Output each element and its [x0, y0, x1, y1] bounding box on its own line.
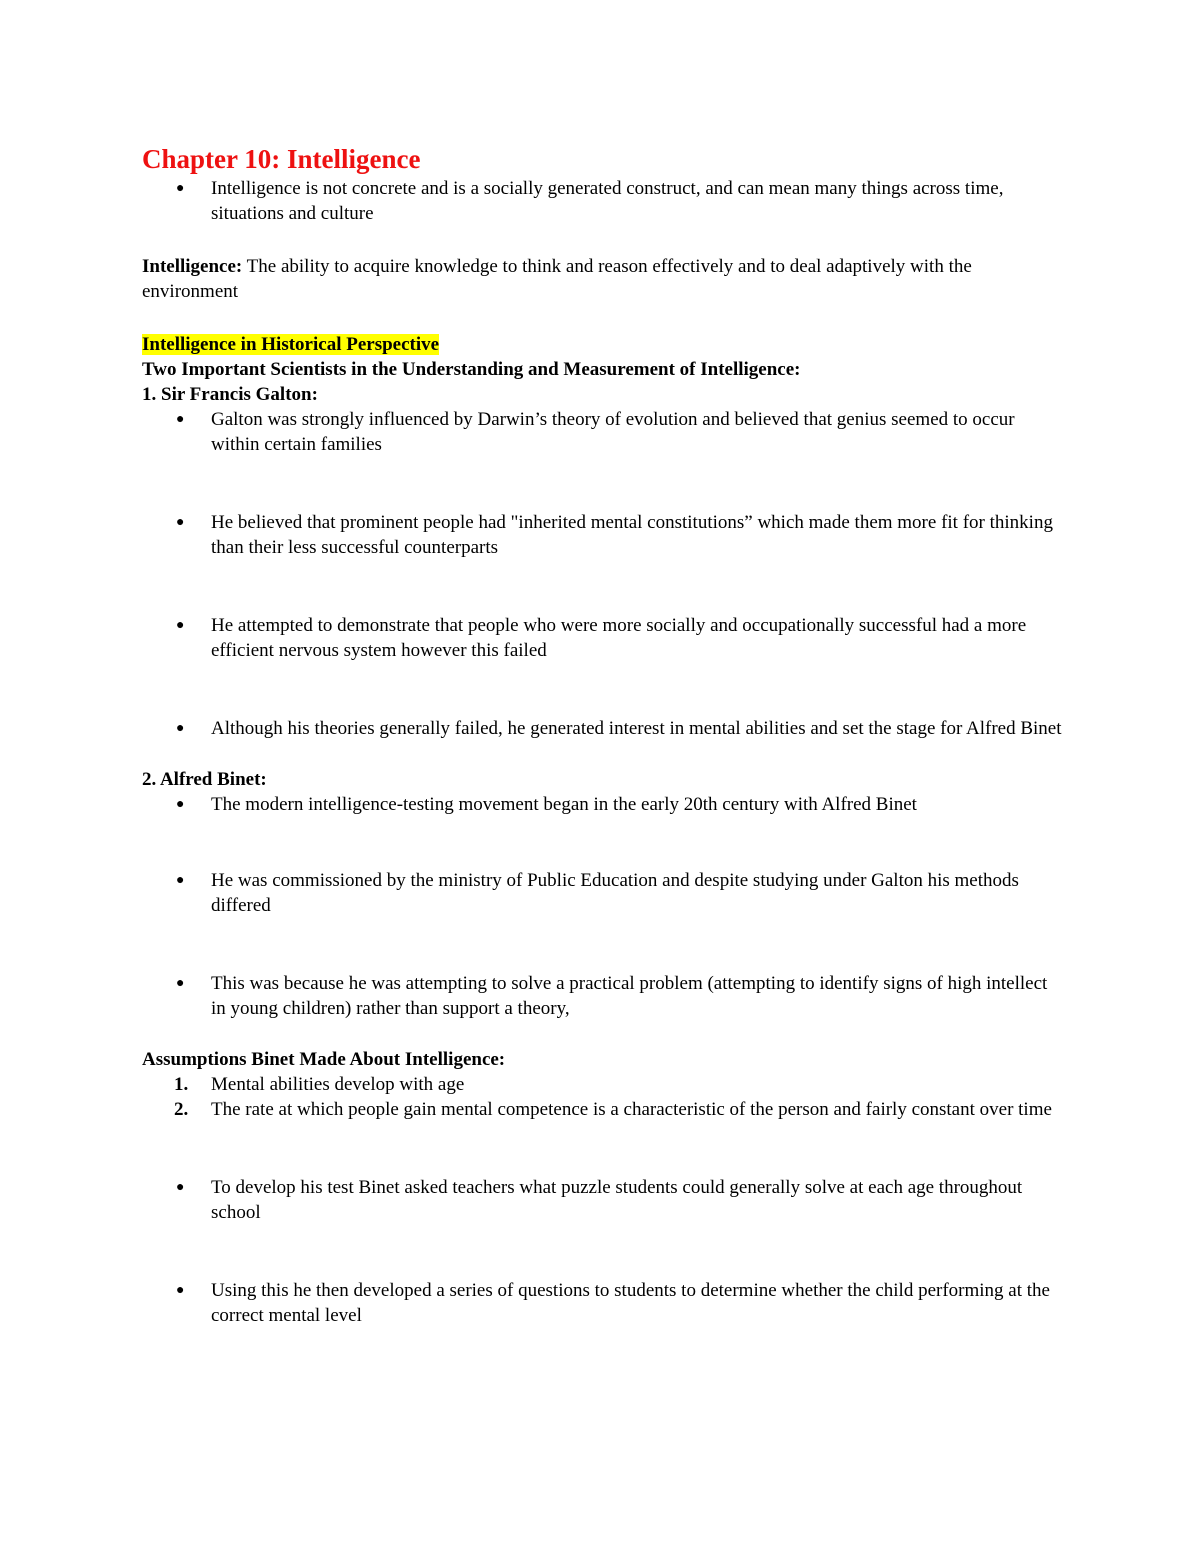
- list-item-text: He attempted to demonstrate that people who were more socially and occupationally successful had a more efficient nervous system however this failed: [211, 615, 1027, 661]
- list-item-text: This was because he was attempting to solve a practical problem (attempting to identify signs of high intellect in young children) rather than support a theory,: [211, 973, 1048, 1019]
- list-item: [142, 716, 1062, 741]
- list-item-text: Galton was strongly influenced by Darwin’s theory of evolution and believed that genius seemed to occur within certain families: [211, 409, 1015, 455]
- bullet-icon: ●: [176, 412, 185, 427]
- assumptions-bullet-list: [142, 1175, 1062, 1328]
- numbered-item-text: Mental abilities develop with age: [211, 1074, 465, 1095]
- definition-term: Intelligence:: [142, 256, 243, 277]
- definition-text: The ability to acquire knowledge to think and reason effectively and to deal adaptively with the environment: [142, 256, 972, 302]
- intro-bullet-list: [142, 176, 1062, 226]
- binet-bullet-list: [142, 792, 1062, 1021]
- bullet-icon: ●: [176, 181, 185, 196]
- assumptions-numbered-list: [142, 1072, 1062, 1122]
- assumptions-heading: Assumptions Binet Made About Intelligence:: [142, 1049, 506, 1070]
- list-item-text: He was commissioned by the ministry of Public Education and despite studying under Galton his methods differed: [211, 870, 1019, 916]
- list-item: [142, 868, 1062, 918]
- list-item-text: He believed that prominent people had "inherited mental constitutions” which made them more fit for thinking than their less successful counterparts: [211, 512, 1053, 558]
- bullet-icon: ●: [176, 873, 185, 888]
- item-number: 1.: [174, 1074, 189, 1095]
- document-content: [142, 142, 1062, 1328]
- definition-paragraph: [142, 254, 1062, 304]
- list-item: [142, 792, 1062, 817]
- bullet-icon: ●: [176, 976, 185, 991]
- list-item: [142, 971, 1062, 1021]
- list-item: [142, 613, 1062, 663]
- bullet-icon: ●: [176, 797, 185, 812]
- list-item: [142, 1175, 1062, 1225]
- list-item-text: Although his theories generally failed, he generated interest in mental abilities and set the stage for Alfred Binet: [211, 718, 1062, 739]
- galton-heading: 1. Sir Francis Galton:: [142, 384, 318, 405]
- highlighted-heading: Intelligence in Historical Perspective: [142, 334, 440, 355]
- list-item: [142, 1278, 1062, 1328]
- item-number: 2.: [174, 1099, 189, 1120]
- list-item-text: Intelligence is not concrete and is a socially generated construct, and can mean many things across time, situations and culture: [211, 178, 1004, 224]
- list-item-text: To develop his test Binet asked teachers what puzzle students could generally solve at each age throughout school: [211, 1177, 1023, 1223]
- list-item: [142, 176, 1062, 226]
- section-subheading: Two Important Scientists in the Understanding and Measurement of Intelligence:: [142, 359, 801, 380]
- bullet-icon: ●: [176, 1180, 185, 1195]
- list-item: [142, 510, 1062, 560]
- section-heading: [142, 332, 1062, 357]
- bullet-icon: ●: [176, 515, 185, 530]
- numbered-item: [142, 1072, 1062, 1097]
- binet-heading: 2. Alfred Binet:: [142, 769, 267, 790]
- list-item-text: The modern intelligence-testing movement began in the early 20th century with Alfred Binet: [211, 794, 917, 815]
- list-item-text: Using this he then developed a series of questions to students to determine whether the child performing at the correct mental level: [211, 1280, 1050, 1326]
- chapter-title: Chapter 10: Intelligence: [142, 144, 421, 174]
- numbered-item: [142, 1097, 1062, 1122]
- galton-bullet-list: [142, 407, 1062, 741]
- numbered-item-text: The rate at which people gain mental competence is a characteristic of the person and fairly constant over time: [211, 1099, 1052, 1120]
- list-item: [142, 407, 1062, 457]
- bullet-icon: ●: [176, 721, 185, 736]
- bullet-icon: ●: [176, 1283, 185, 1298]
- bullet-icon: ●: [176, 618, 185, 633]
